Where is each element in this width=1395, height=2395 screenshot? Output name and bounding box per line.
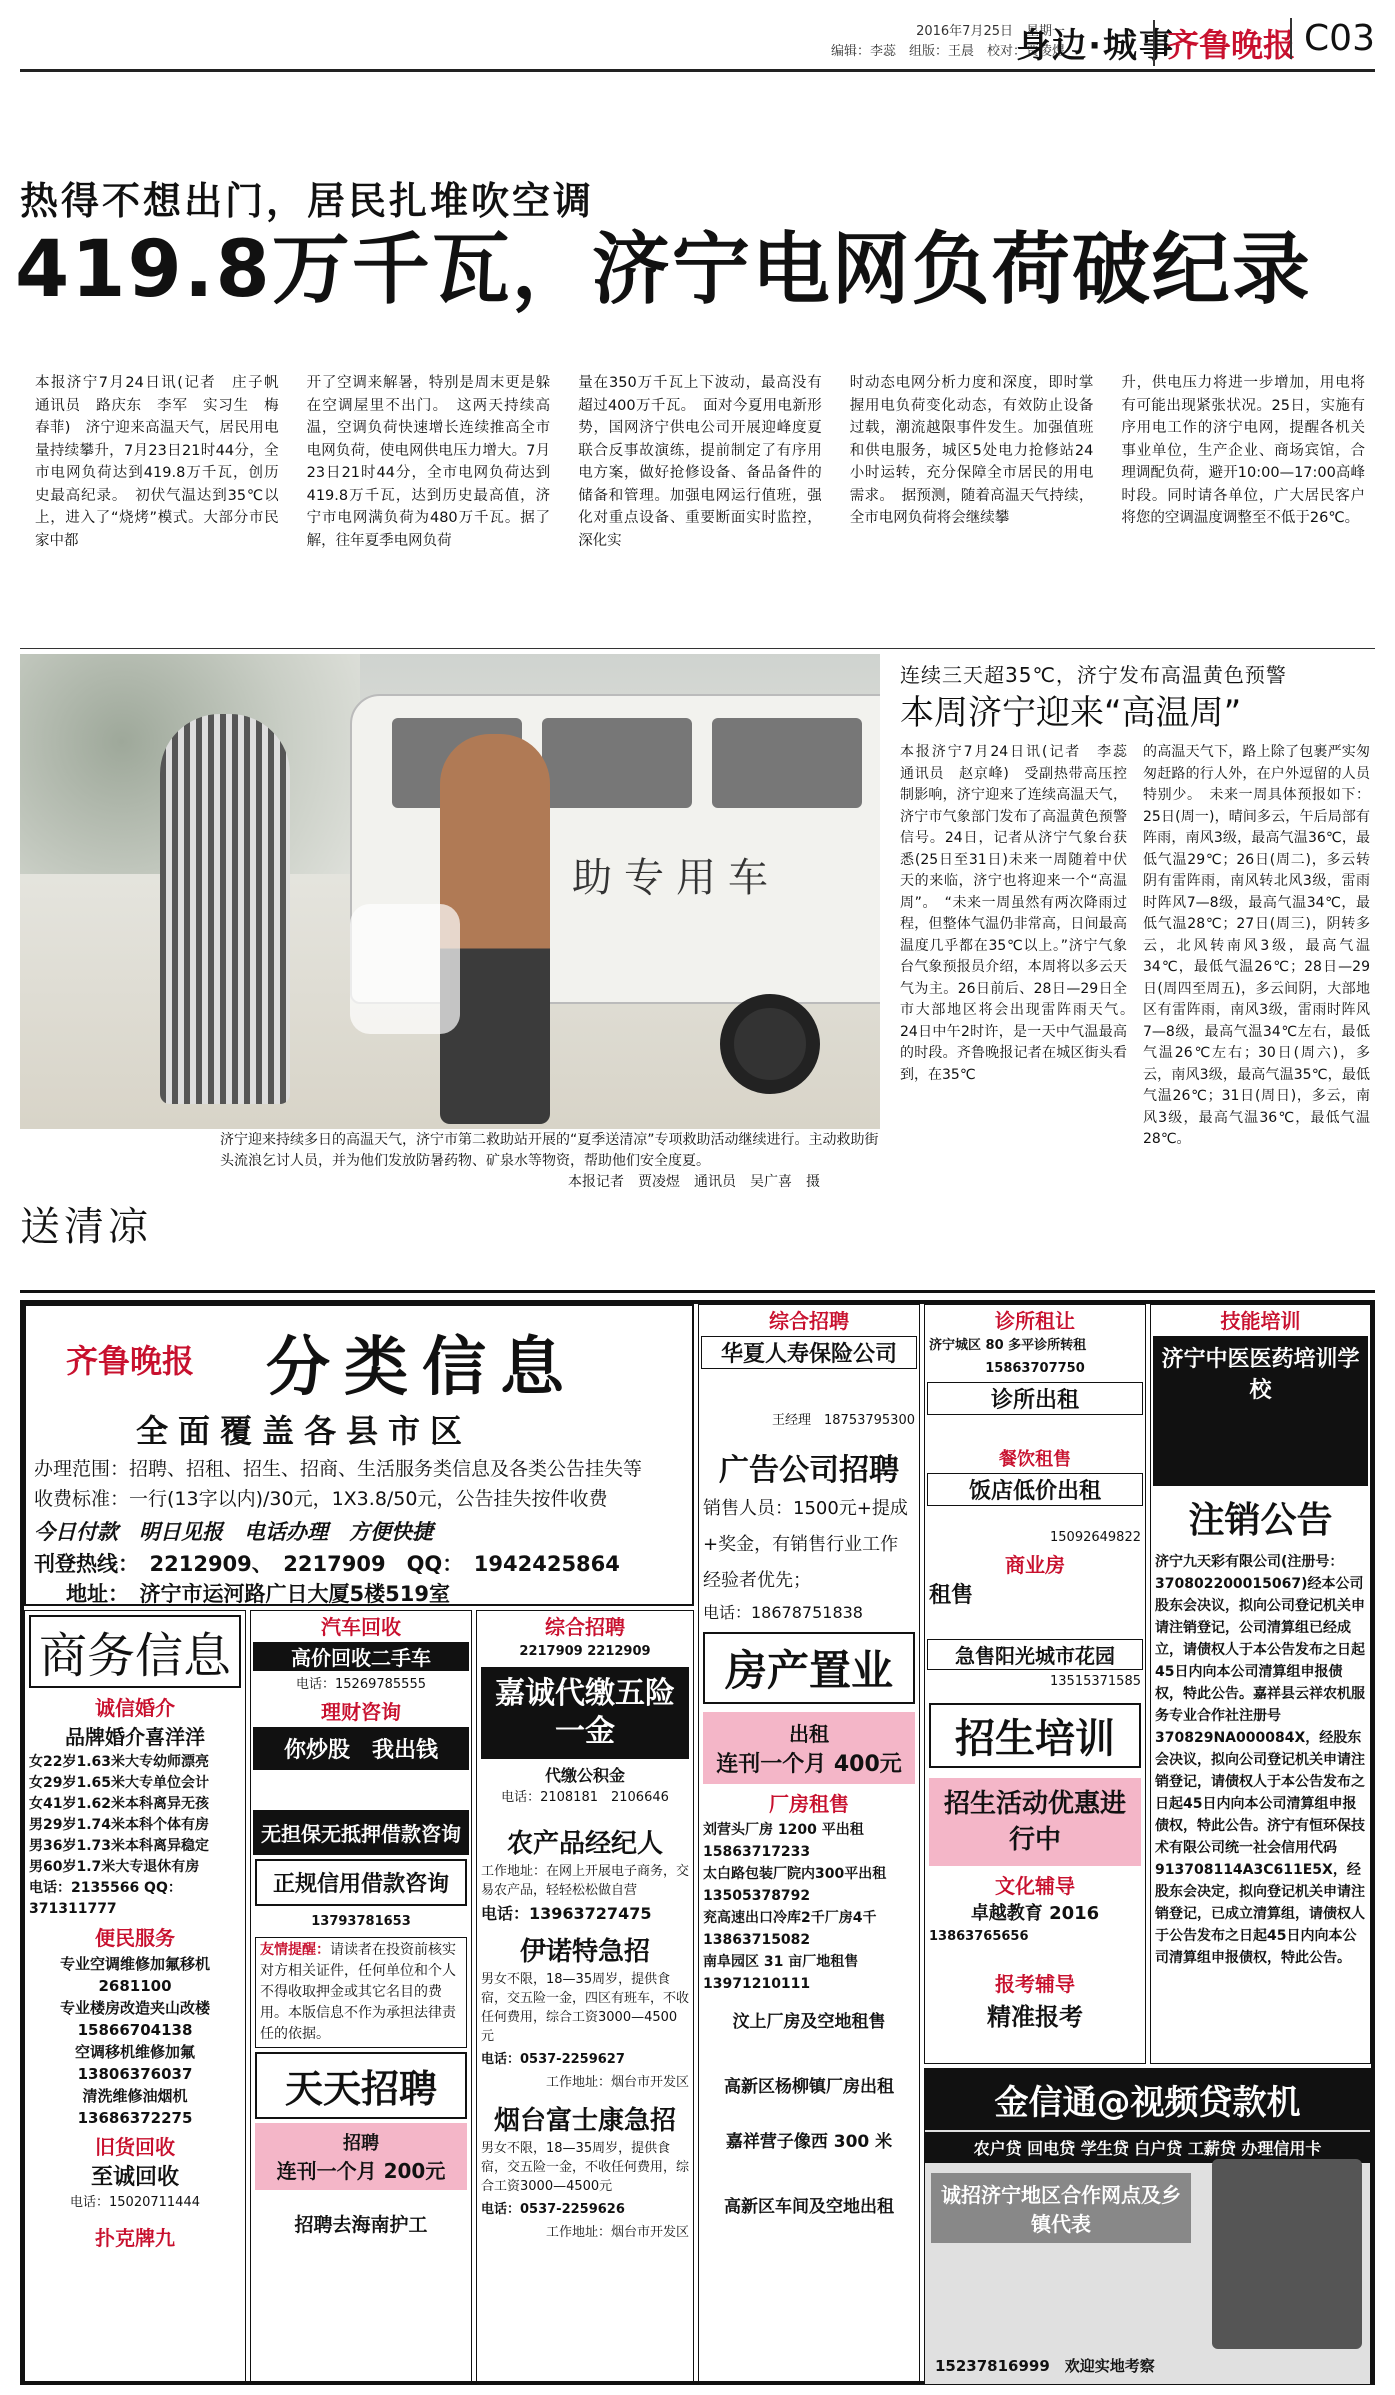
newspaper-logo: 齐鲁晚报: [1153, 20, 1295, 66]
zhaopin-label: 招聘: [343, 2133, 379, 2154]
page-header: [20, 10, 1375, 72]
fandian-title: 饭店低价出租: [927, 1473, 1143, 1506]
chuzu-price: 连刊一个月 400元: [716, 1752, 902, 1777]
yantai-text: 男女不限，18—35周岁，提供食宿，交五险一金，不收任何费用，综合工资3000—4500元: [481, 2141, 690, 2194]
section-title: 身边·城事: [1016, 26, 1175, 66]
bianmin-line: 清洗维修油烟机: [82, 2087, 188, 2105]
zhuxiao-title: 注销公告: [1188, 1500, 1333, 1541]
hunjie-tel: 电话：2135566 QQ：371311777: [29, 1880, 182, 1917]
jingzhun-title: 精准报考: [987, 2003, 1083, 2031]
ads-fee: 收费标准：一行(13字以内)/30元，1X3.8/50元，公告挂失按件收费: [34, 1488, 608, 1510]
article-column-3: 量在350万千瓦上下波动，最高没有超过400万千瓦。 面对今夏用电新形势，国网济宁供电公司开展迎峰度夏联合反事故演练，提前制定了有序用电方案，做好抢修设备、备品备件的储备和管理。加强电网运行值班，强化对重点设备、重要断面实时监控，深化实: [578, 375, 822, 549]
yantai-addr: 工作地址：烟台市开发区: [545, 2225, 689, 2240]
jiuhuo-title: 旧货回收: [95, 2135, 175, 2159]
zonghe-title: 综合招聘: [545, 1615, 625, 1639]
caption-text: 济宁迎来持续多日的高温天气，济宁市第二救助站开展的“夏季送清凉”专项救助活动继续进行。主动救助街头流浪乞讨人员，并为他们发放防暑药物、矿泉水等物资，帮助他们安全度夏。: [220, 1132, 879, 1169]
nongchan-title: 农产品经纪人: [506, 1829, 663, 1859]
classified-ads: [20, 1300, 1375, 2385]
zhenggui-title: 正规信用借款咨询: [255, 1859, 467, 1906]
divider: [20, 1290, 1375, 1293]
huaxia-tel: 王经理 18753795300: [772, 1413, 915, 1428]
article-headline: 419.8万千瓦，济宁电网负荷破纪录: [15, 225, 1312, 315]
jineng-tel: 电话：13176763418: [1195, 1488, 1326, 1503]
zhaosheng-title: 招生培训: [929, 1703, 1141, 1768]
puke-title: 扑克牌九: [95, 2226, 175, 2250]
bianmin-line: 专业空调维修加氟移机: [59, 1955, 210, 1973]
jiuhuo-tel: 电话：15020711444: [70, 2195, 200, 2210]
gaojia-title: 高价回收二手车: [253, 1642, 469, 1671]
shangwu-title: 商务信息: [29, 1615, 241, 1688]
side-column-2: 的高温天气下，路上除了包裹严实匆匆赶路的行人外，在户外逗留的人员特别少。 未来一周具体预报如下：25日(周一)，晴间多云，午后局部有阵雨，南风3级，最高气温36℃，最低气温29℃；26日(周二)，多云转阴有雷阵雨，南风转北风3级，雷雨时阵风7—8级，最高气温34℃，最低气温28℃；27日(周三)，阴转多云，北风转南风3级，最高气温34℃，最低气温26℃；28日—29日(周四至周五)，多云间阴，大部地区有雷阵雨，南风3级，雷雨时阵风7—8级，最高气温34℃左右，最低气温26℃左右；30日(周六)，多云，南风3级，最高气温35℃，最低气温26℃；31日(周日)，多云，南风3级，最高气温36℃，最低气温28℃。: [1143, 744, 1370, 1147]
tixing-label: 友情提醒：: [260, 1942, 330, 1958]
hunjie-list: [25, 1750, 245, 1922]
side-article: [900, 660, 1370, 1147]
jineng-title: 技能培训: [1220, 1309, 1301, 1333]
guanggao-title: 广告公司招聘: [719, 1453, 899, 1488]
fandian-tel: 15092649822: [1050, 1530, 1141, 1545]
hunjie-line: 女22岁1.63米大专幼师漂亮: [29, 1754, 210, 1770]
zhenggui-tel: 13793781653: [311, 1914, 411, 1929]
bianmin-line: 13686372275: [77, 2109, 193, 2127]
ads-col-6: [1150, 1304, 1371, 2064]
ads-col-4: [698, 1304, 920, 2385]
gaoxin-title: 高新区杨柳镇厂房出租: [724, 2077, 894, 2097]
bianmin-line: 空调移机维修加氟: [74, 2043, 195, 2061]
bianmin-title: 便民服务: [95, 1926, 175, 1950]
photo-person: [160, 714, 290, 1104]
issue-date: 2016年7月25日 星期一: [916, 24, 1065, 39]
changfang-line: 太白路包装厂院内300平出租: [703, 1866, 887, 1882]
chuzu-label: 出租: [789, 1722, 829, 1746]
changfang-line: 南阜园区 31 亩厂地租售: [703, 1954, 859, 1970]
jinxin-title: 金信通@视频贷款机: [925, 2069, 1370, 2130]
zhuoyue-title: 卓越教育 2016: [970, 1903, 1100, 1924]
zhensuo-title: 诊所租让: [995, 1309, 1075, 1333]
article-column-2: 开了空调来解暑，特别是周末更是躲在空调屋里不出门。 这两天持续高温，空调负荷快速增长连续推高全市电网负荷，使电网供电压力增大。7月23日21时44分，全市电网负荷达到419.8万千瓦，达到历史最高值，济宁市电网满负荷为480万千瓦。据了解，往年夏季电网负荷: [306, 375, 551, 549]
ads-col-2: [250, 1610, 472, 2385]
zushou-title: 租售: [929, 1583, 974, 1608]
jishou-tel: 13515371585: [1050, 1674, 1141, 1689]
zhaopin-price: 连刊一个月 200元: [276, 2159, 446, 2183]
zhaopin2-title: 招聘去海南护工: [294, 2214, 428, 2236]
guanggao-tel: 电话：18678751838: [703, 1603, 863, 1622]
ads-subtitle: 全面覆盖各县市区: [136, 1412, 473, 1450]
article-column-5: 升，供电压力将进一步增加，用电将有可能出现紧张状况。25日，实施有序用电工作的济宁电网，提醒各机关事业单位，生产企业、商场宾馆，合理调配负荷，避开10:00—17:00高峰时段。同时请各单位，广大居民客户将您的空调温度调整至不低于26℃。: [1121, 375, 1365, 526]
shangye-title: 商业房: [1005, 1553, 1065, 1577]
gaojia-tel: 电话：15269785555: [296, 1677, 426, 1692]
ads-scope: 办理范围：招聘、招租、招生、招商、生活服务类信息及各类公告挂失等: [34, 1458, 643, 1480]
side-kicker: 连续三天超35℃，济宁发布高温黄色预警: [900, 663, 1287, 687]
ads-col-5: [924, 1304, 1146, 2064]
bianmin-list: [25, 1951, 245, 2131]
tixing-text: 请读者在投资前核实对方相关证件，任何单位和个人不得收取押金或其它名目的费用。本版信息不作为承担法律责任的依据。: [260, 1942, 456, 2042]
changfang-line: 13863715082: [703, 1932, 811, 1948]
fangchan-title: 房产置业: [703, 1632, 915, 1704]
photo-caption: [220, 1130, 880, 1193]
wenshang-title: 汶上厂房及空地租售: [732, 2012, 886, 2032]
article-kicker: 热得不想出门，居民扎堆吹空调: [20, 179, 595, 223]
page-number: C03: [1290, 18, 1375, 59]
hunjie-line: 男36岁1.73米本科离异稳定: [29, 1838, 210, 1854]
jinxin-recruit: 诚招济宁地区合作网点及乡镇代表: [931, 2173, 1191, 2243]
qiche-title: 汽车回收: [321, 1615, 401, 1639]
van-wheel: [720, 994, 820, 1094]
hunjie-line: 女29岁1.65米大专单位会计: [29, 1775, 210, 1791]
changfang-title: 厂房租售: [769, 1792, 849, 1816]
ads-address: 地址： 济宁市运河路广日大厦5楼519室: [66, 1582, 450, 1606]
nongchan-tel: 电话：13963727475: [481, 1904, 652, 1923]
nongchan-text: 工作地址：在网上开展电子商务，交易农产品，轻轻松松做自营: [481, 1864, 690, 1898]
jinxin-tel: 15237816999 欢迎实地考察: [935, 2357, 1155, 2375]
van-lettering: 助专用车: [572, 855, 780, 901]
canyin-title: 餐饮租售: [999, 1449, 1071, 1470]
nichaogu-title: 你炒股 我出钱: [253, 1727, 469, 1770]
van-window: [542, 718, 692, 808]
yantai-tel: 电话：0537-2259626: [481, 2202, 625, 2217]
jiaxiang-title: 嘉祥营子像西 300 米: [725, 2132, 893, 2152]
ads-hotline: 刊登热线： 2212909、 2217909 QQ： 1942425864: [34, 1552, 620, 1576]
loan-machine-image: [1212, 2159, 1362, 2349]
ads-logo: 齐鲁晚报: [66, 1342, 195, 1380]
ads-col-1: [24, 1610, 246, 2385]
yinuo-tel: 电话：0537-2259627: [481, 2052, 625, 2067]
jiacheng-title: 嘉诚代缴五险一金: [481, 1667, 689, 1759]
photo-credit: 本报记者 贾凌煜 通讯员 吴广喜 摄: [568, 1174, 820, 1190]
ads-slogan: 今日付款 明日见报 电话办理 方便快捷: [34, 1520, 433, 1544]
hunjie-line: 女41岁1.62米本科离异无孩: [29, 1796, 210, 1812]
jishou-title: 急售阳光城市花园: [927, 1639, 1143, 1670]
side-column-1: 本报济宁7月24日讯(记者 李蕊 通讯员 赵京峰) 受副热带高压控制影响，济宁迎来了连续高温天气，济宁市气象部门发布了高温黄色预警信号。24日，记者从济宁气象台获悉(25日至31日)未来一周随着中伏天的来临，济宁也将迎来一个“高温周”。 “未来一周虽然有两次降雨过程，但整体气温仍非常高，日间最高温度几乎都在35℃以上。”济宁气象台气象预报员介绍，本周将以多云天气为主。26日前后、28日—29日全市大部地区将会出现雷阵雨天气。 24日中午2时许，是一天中气温最高的时段。齐鲁晚报记者在城区街头看到，在35℃: [900, 744, 1141, 1083]
huaxia-title: 华夏人寿保险公司: [701, 1336, 917, 1369]
editors-line: 编辑：李蕊 组版：王晨 校对：贾凌煜: [830, 44, 1065, 59]
article-body: [35, 372, 1365, 642]
changfang-line: 13971210111: [703, 1976, 811, 1992]
gaoxin2-title: 高新区车间及空地出租: [724, 2197, 894, 2217]
divider: [20, 648, 1375, 649]
photo-bags: [350, 904, 460, 1034]
changfang-line: 13505378792: [703, 1888, 811, 1904]
daijiao-tel: 电话：2108181 2106646: [501, 1790, 669, 1805]
changfang-line: 15863717233: [703, 1844, 811, 1860]
zhicheng-title: 至诚回收: [90, 2165, 179, 2190]
classified-masthead: [24, 1304, 694, 1606]
bianmin-line: 13806376037: [77, 2065, 193, 2083]
van-window: [712, 718, 862, 808]
article-column-4: 时动态电网分析力度和深度，即时掌握用电负荷变化动态，有效防止设备过载，潮流越限事件发生。加强值班和供电服务，城区5处电力抢修站24小时运转，充分保障全市居民的用电需求。 据预测，随着高温天气持续，全市电网负荷将会继续攀: [849, 375, 1094, 526]
yantai-title: 烟台富士康急招: [493, 2106, 676, 2136]
bianmin-line: 15866704138: [77, 2021, 193, 2039]
wenhua-title: 文化辅导: [995, 1874, 1075, 1898]
wuxian-title: 无担保无抵押借款咨询: [253, 1810, 469, 1855]
bianmin-line: 2681100: [98, 1977, 172, 1995]
ads-col-3: [476, 1610, 694, 2385]
yinuo-text: 男女不限，18—35周岁，提供食宿，交五险一金，四区有班车，不收任何费用，综合工资3000—4500元: [481, 1972, 690, 2044]
zhensuo-tel: 15863707750: [985, 1361, 1085, 1376]
changfang-list: [699, 1817, 919, 1997]
baokao-title: 报考辅导: [995, 1972, 1075, 1996]
zhuoyue-tel: 13863765656: [929, 1929, 1029, 1944]
zhensuo-chuzu: 诊所出租: [927, 1382, 1143, 1415]
zhensuo-line: 济宁城区 80 多平诊所转租: [929, 1338, 1087, 1353]
licai-title: 理财咨询: [321, 1700, 401, 1724]
hunjie-line: 男60岁1.7米大专退休有房: [29, 1859, 200, 1875]
zhaosheng2-title: 招生活动优惠进行中: [929, 1778, 1141, 1866]
zhuxiao-text: 济宁九天彩有限公司(注册号：370802200015067)经本公司股东会决议，拟向公司登记机关申请注销登记，公司清算组已经成立，请债权人于本公告发布之日起45日内向本公司清算组申报债权，特此公告。嘉祥县云祥农机服务专业合作社注册号370829NA000084X，经股东会决议，拟向公司登记机关申请注销登记，请债权人于本公告发布之日起45日内向本公司清算组申报债权，特此公告。济宁有恒环保技术有限公司统一社会信用代码913708114A3C611E5X，经股东会决定，拟向登记机关申请注销登记，已成立清算组，请债权人于公告发布之日起45日内向本公司清算组申报债权，特此公告。: [1155, 1554, 1365, 1966]
jineng-school: 济宁中医医药培训学校: [1161, 1347, 1360, 1403]
tiantian-title: 天天招聘: [255, 2052, 467, 2119]
news-photo: [20, 654, 880, 1129]
article-column-1: 本报济宁7月24日讯(记者 庄子帆 通讯员 路庆东 李军 实习生 梅春菲) 济宁迎来高温天气，居民用电量持续攀升，7月23日21时44分，全市电网负荷达到419.8万千瓦，创历史最高纪录。 初伏气温达到35℃以上，进入了“烧烤”模式。大部分市民家中都: [35, 375, 294, 549]
hunjie-title: 品牌婚介喜洋洋: [65, 1725, 205, 1749]
fenlei-tel: 2217909 2212909: [519, 1644, 651, 1659]
chengxin-title: 诚信婚介: [95, 1696, 175, 1720]
bianmin-line: 专业楼房改造夹山改楼: [59, 1999, 210, 2017]
jinxin-sub: 农户贷 回电贷 学生贷 白户贷 工薪贷 办理信用卡: [925, 2132, 1370, 2163]
zonghe-title: 综合招聘: [769, 1309, 849, 1333]
jinxin-ad: [924, 2068, 1371, 2385]
changfang-line: 兖高速出口冷库2千厂房4千: [703, 1910, 877, 1926]
changfang-line: 刘营头厂房 1200 平出租: [703, 1822, 864, 1838]
daijiao-label: 代缴公积金: [544, 1766, 625, 1785]
guanggao-text: 销售人员：1500元+提成+奖金，有销售行业工作经验者优先；: [703, 1498, 908, 1591]
yinuo-title: 伊诺特急招: [519, 1937, 650, 1967]
side-headline: 本周济宁迎来“高温周”: [900, 693, 1242, 733]
ads-title: 分类信息: [266, 1331, 578, 1405]
yinuo-addr: 工作地址：烟台市开发区: [545, 2075, 689, 2090]
photo-label: 送清凉: [20, 1204, 152, 1250]
hunjie-line: 男29岁1.74米本科个体有房: [29, 1817, 210, 1833]
